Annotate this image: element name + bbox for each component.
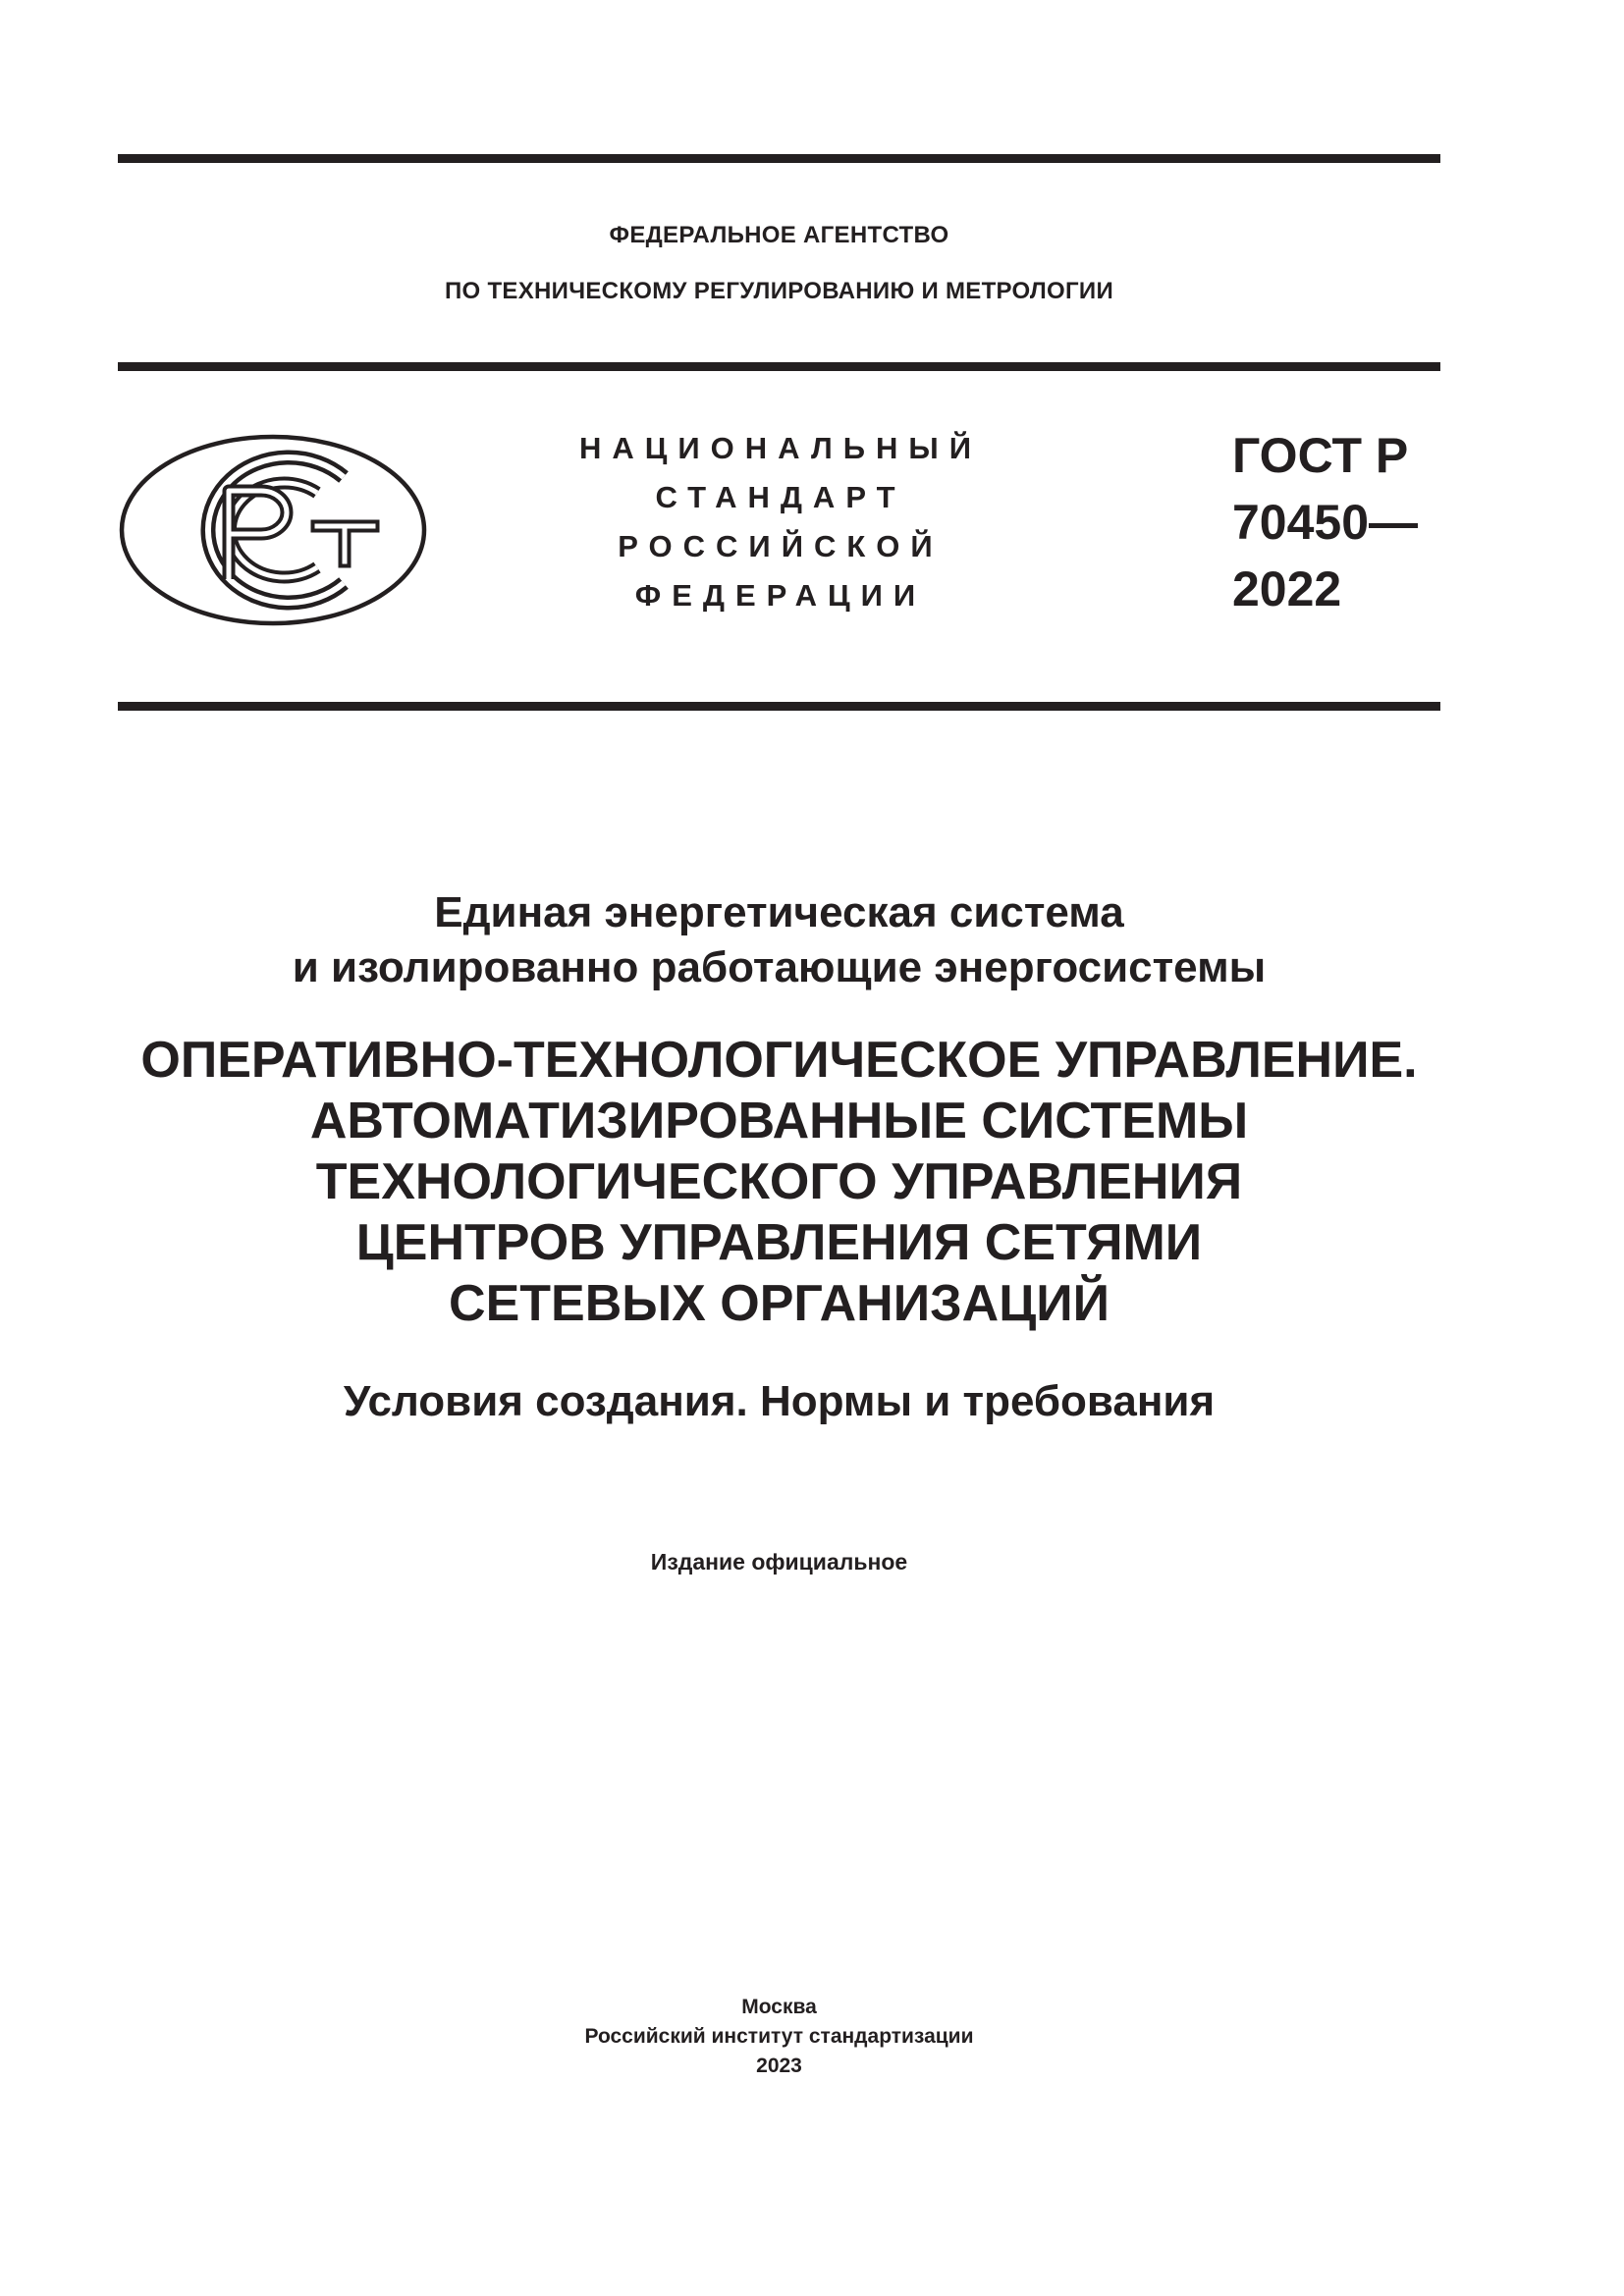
- imprint: [0, 1993, 1558, 2081]
- header-rule: [118, 362, 1440, 371]
- subtitle-line-2: и изолированно работающие энергосистемы: [292, 943, 1267, 991]
- agency-name-line-2: ПО ТЕХНИЧЕСКОМУ РЕГУЛИРОВАНИЮ И МЕТРОЛОГИИ: [444, 278, 1114, 304]
- national-line-1: НАЦИОНАЛЬНЫЙ: [578, 431, 983, 465]
- agency-name-line-1: ФЕДЕРАЛЬНОЕ АГЕНТСТВО: [609, 222, 949, 248]
- rst-logo-icon: [116, 432, 430, 628]
- title-main: [0, 1030, 1558, 1334]
- top-rule: [118, 154, 1440, 163]
- rst-logo: [116, 432, 430, 628]
- imprint-publisher: Российский институт стандартизации: [584, 2025, 974, 2048]
- national-line-2: СТАНДАРТ: [655, 480, 906, 514]
- main-title-line-2: АВТОМАТИЗИРОВАННЫЕ СИСТЕМЫ: [309, 1093, 1249, 1149]
- title-conditions: [0, 1374, 1558, 1429]
- main-title-line-5: СЕТЕВЫХ ОРГАНИЗАЦИЙ: [449, 1275, 1110, 1332]
- conditions-line: Условия создания. Нормы и требования: [343, 1377, 1216, 1425]
- title-subtitle: [0, 885, 1558, 995]
- gost-line-3: 2022: [1232, 561, 1342, 616]
- national-standard-label: [550, 424, 1011, 620]
- imprint-year: 2023: [756, 2055, 802, 2077]
- subtitle-line-1: Единая энергетическая система: [434, 888, 1124, 936]
- main-title-line-3: ТЕХНОЛОГИЧЕСКОГО УПРАВЛЕНИЯ: [315, 1153, 1243, 1210]
- gost-line-2: 70450—: [1232, 495, 1419, 550]
- national-line-4: ФЕДЕРАЦИИ: [634, 578, 927, 613]
- main-title-line-1: ОПЕРАТИВНО-ТЕХНОЛОГИЧЕСКОЕ УПРАВЛЕНИЕ.: [140, 1032, 1418, 1089]
- imprint-city: Москва: [741, 1996, 817, 2018]
- gost-designation: [1232, 422, 1418, 622]
- national-line-3: РОССИЙСКОЙ: [618, 529, 944, 563]
- gost-line-1: ГОСТ Р: [1232, 428, 1409, 483]
- main-title-line-4: ЦЕНТРОВ УПРАВЛЕНИЯ СЕТЯМИ: [355, 1214, 1203, 1271]
- standard-block-rule: [118, 702, 1440, 711]
- edition-label: Издание официальное: [650, 1549, 908, 1575]
